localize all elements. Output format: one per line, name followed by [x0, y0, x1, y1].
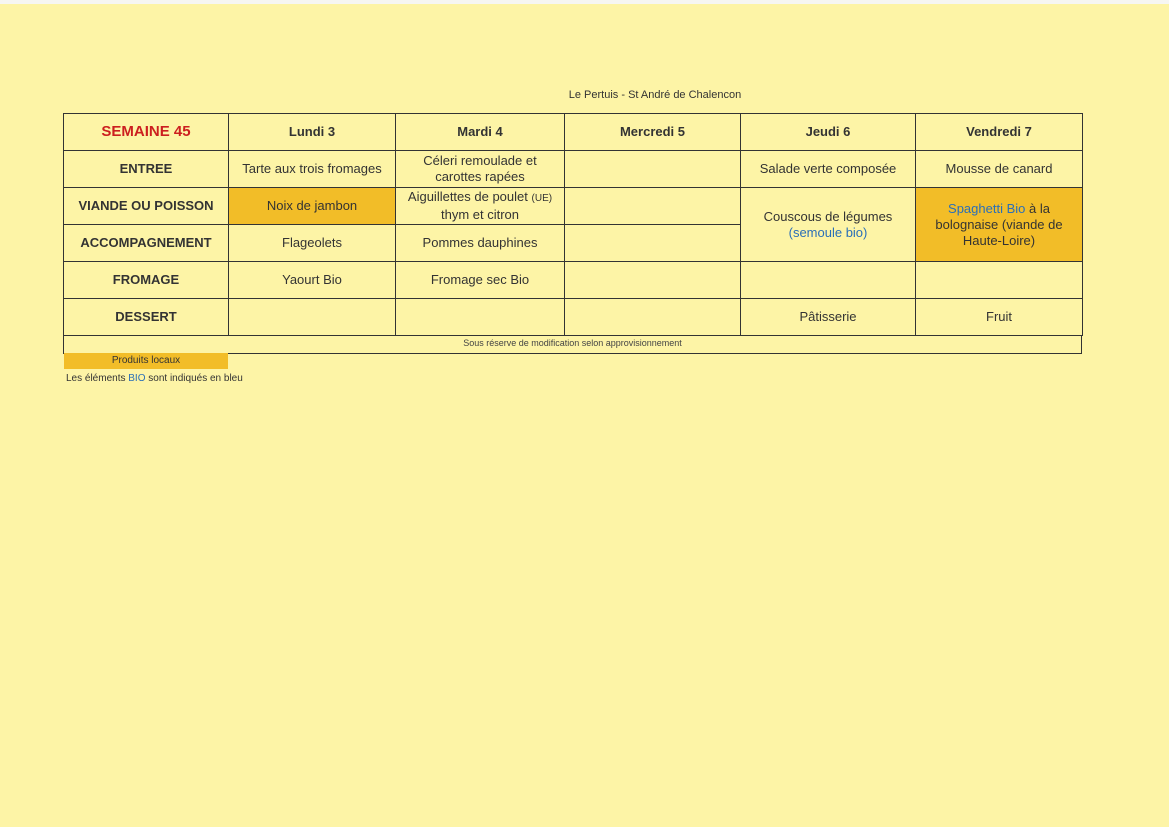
- menu-table: [63, 113, 1083, 336]
- cell-fromage-jeudi: [741, 262, 916, 299]
- cell-entree-jeudi: Salade verte composée: [741, 151, 916, 188]
- legend-local-products: Produits locaux: [64, 353, 228, 369]
- cell-dessert-jeudi: Pâtisserie: [741, 299, 916, 336]
- legend-bio-suffix: sont indiqués en bleu: [145, 373, 243, 384]
- row-entree: [64, 151, 1083, 188]
- viande-mardi-line2: thym et citron: [440, 207, 520, 222]
- legend-bio: [66, 373, 243, 384]
- day-header-mardi: Mardi 4: [396, 114, 565, 151]
- legend-bio-prefix: Les éléments: [66, 373, 129, 384]
- supply-note: Sous réserve de modification selon approvisionnement: [63, 336, 1082, 354]
- day-header-lundi: Lundi 3: [229, 114, 396, 151]
- cell-fromage-mardi: Fromage sec Bio: [396, 262, 565, 299]
- row-label-accompagnement: ACCOMPAGNEMENT: [64, 225, 229, 262]
- header-row: [64, 114, 1083, 151]
- cell-viande-mercredi: [565, 188, 741, 225]
- plat-vendredi-bio: Spaghetti Bio: [948, 200, 1026, 216]
- week-label: SEMAINE 45: [64, 114, 229, 151]
- cell-viande-lundi: Noix de jambon: [229, 188, 396, 225]
- cell-dessert-mardi: [396, 299, 565, 336]
- cell-dessert-lundi: [229, 299, 396, 336]
- legend-bio-word: BIO: [128, 373, 146, 384]
- day-header-jeudi: Jeudi 6: [741, 114, 916, 151]
- plat-jeudi-line1: Couscous de légumes: [763, 208, 893, 224]
- cell-entree-lundi: Tarte aux trois fromages: [229, 151, 396, 188]
- cell-dessert-mercredi: [565, 299, 741, 336]
- cell-accompagnement-lundi: Flageolets: [229, 225, 396, 262]
- row-label-entree: ENTREE: [64, 151, 229, 188]
- plat-jeudi-line2: (semoule bio): [788, 224, 868, 240]
- cell-entree-mercredi: [565, 151, 741, 188]
- row-label-fromage: FROMAGE: [64, 262, 229, 299]
- plat-vendredi-rest: à la bolognaise (viande de Haute-Loire): [935, 200, 1063, 248]
- cell-accompagnement-mardi: Pommes dauphines: [396, 225, 565, 262]
- cell-viande-mardi: [396, 188, 565, 225]
- cell-plat-vendredi: [916, 188, 1083, 262]
- cell-fromage-lundi: Yaourt Bio: [229, 262, 396, 299]
- page-edge: [0, 0, 1169, 4]
- cell-accompagnement-mercredi: [565, 225, 741, 262]
- cell-fromage-mercredi: [565, 262, 741, 299]
- row-fromage: [64, 262, 1083, 299]
- cell-dessert-vendredi: Fruit: [916, 299, 1083, 336]
- cell-entree-vendredi: Mousse de canard: [916, 151, 1083, 188]
- row-label-viande: VIANDE OU POISSON: [64, 188, 229, 225]
- row-viande: [64, 188, 1083, 225]
- day-header-vendredi: Vendredi 7: [916, 114, 1083, 151]
- day-header-mercredi: Mercredi 5: [565, 114, 741, 151]
- row-label-dessert: DESSERT: [64, 299, 229, 336]
- cell-entree-mardi: Céleri remoulade et carottes rapées: [396, 151, 565, 188]
- viande-mardi-dish: Aiguillettes de poulet: [407, 189, 528, 204]
- cell-plat-jeudi: [741, 188, 916, 262]
- viande-mardi-origin: (UE): [531, 193, 553, 204]
- location-title: Le Pertuis - St André de Chalencon: [568, 89, 742, 101]
- row-dessert: [64, 299, 1083, 336]
- cell-fromage-vendredi: [916, 262, 1083, 299]
